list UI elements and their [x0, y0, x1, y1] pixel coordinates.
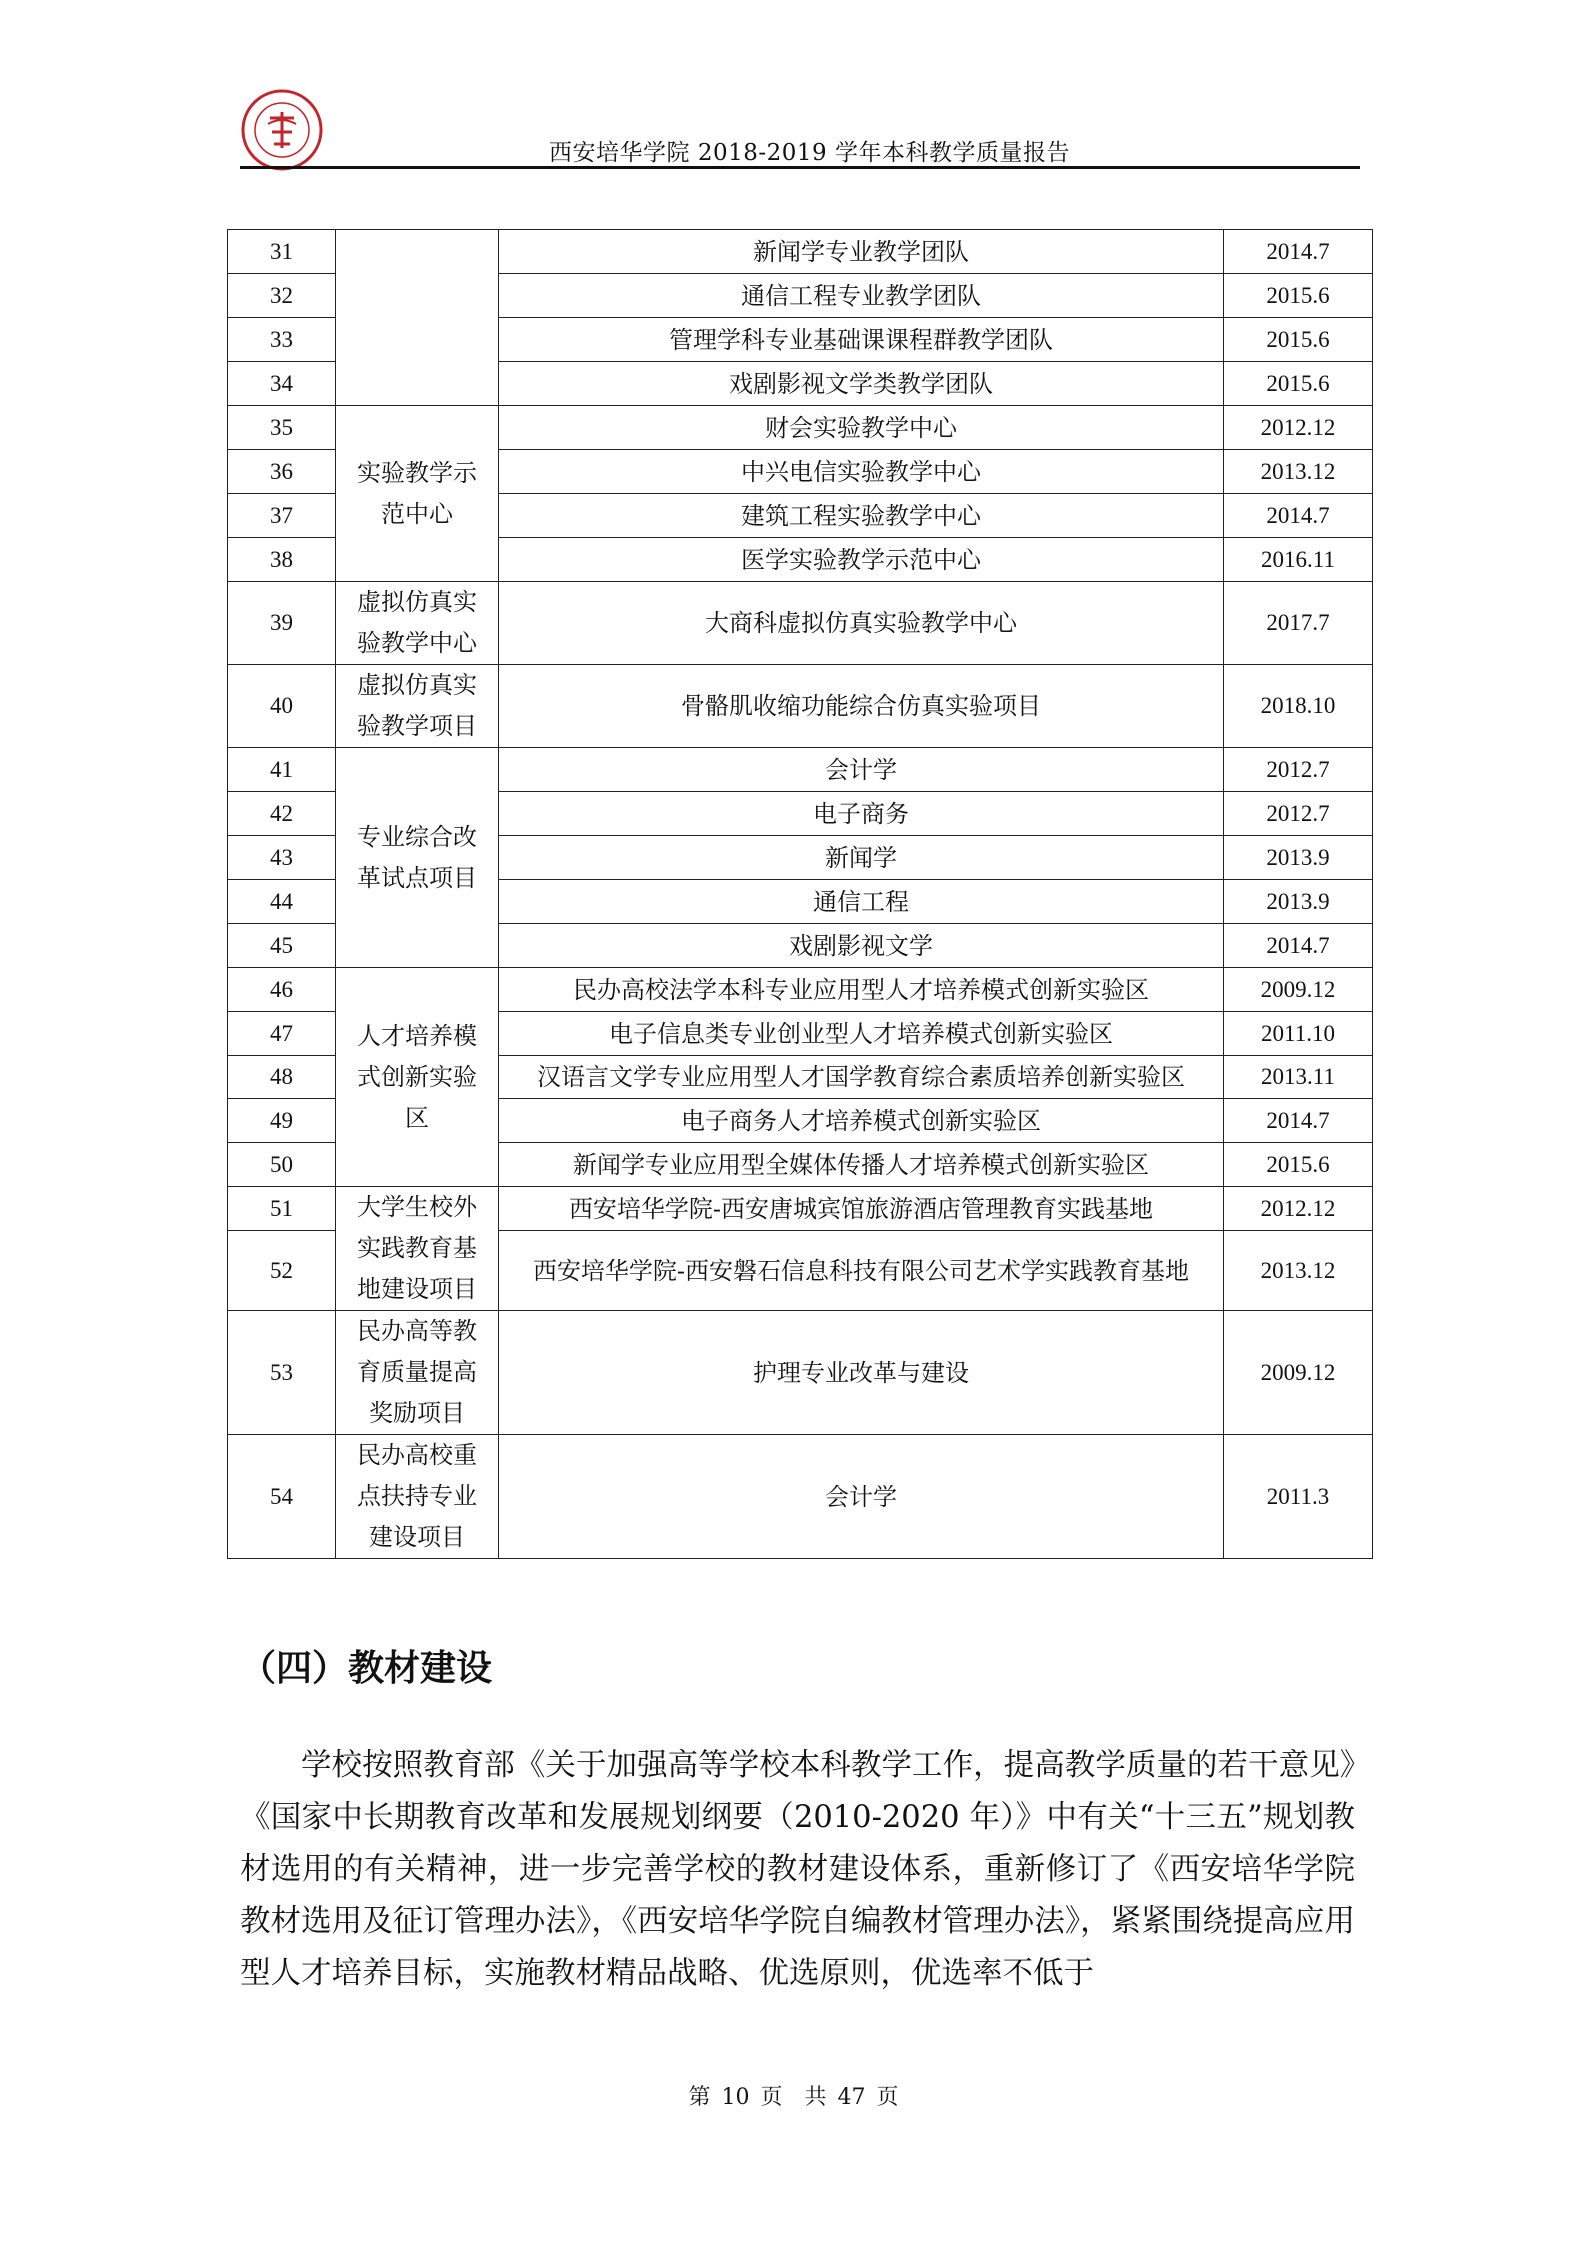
project-date: 2009.12 [1224, 1311, 1373, 1435]
page-header [240, 84, 1360, 168]
table-row [228, 665, 1373, 748]
row-number: 52 [228, 1231, 336, 1311]
project-date: 2012.12 [1224, 406, 1373, 450]
project-date: 2013.9 [1224, 880, 1373, 924]
project-name: 管理学科专业基础课课程群教学团队 [499, 318, 1224, 362]
row-number: 39 [228, 582, 336, 665]
project-date: 2014.7 [1224, 494, 1373, 538]
project-name: 电子商务 [499, 792, 1224, 836]
row-number: 35 [228, 406, 336, 450]
project-name: 戏剧影视文学类教学团队 [499, 362, 1224, 406]
project-name: 医学实验教学示范中心 [499, 538, 1224, 582]
project-name: 会计学 [499, 1435, 1224, 1559]
project-date: 2011.10 [1224, 1012, 1373, 1056]
category-cell: 虚拟仿真实验教学项目 [336, 665, 499, 748]
university-logo-icon [240, 88, 324, 172]
project-date: 2016.11 [1224, 538, 1373, 582]
category-cell: 人才培养模式创新实验区 [336, 968, 499, 1187]
category-cell: 虚拟仿真实验教学中心 [336, 582, 499, 665]
table-row [228, 1435, 1373, 1559]
row-number: 38 [228, 538, 336, 582]
row-number: 36 [228, 450, 336, 494]
project-date: 2015.6 [1224, 318, 1373, 362]
project-table-container [227, 229, 1372, 1559]
project-date: 2012.12 [1224, 1187, 1373, 1231]
header-title: 西安培华学院 2018-2019 学年本科教学质量报告 [549, 140, 1070, 166]
category-cell: 专业综合改革试点项目 [336, 748, 499, 968]
project-name: 民办高校法学本科专业应用型人才培养模式创新实验区 [499, 968, 1224, 1012]
project-name: 汉语言文学专业应用型人才国学教育综合素质培养创新实验区 [499, 1056, 1224, 1099]
project-date: 2013.12 [1224, 1231, 1373, 1311]
project-name: 通信工程 [499, 880, 1224, 924]
project-name: 通信工程专业教学团队 [499, 274, 1224, 318]
row-number: 41 [228, 748, 336, 792]
header-divider [240, 166, 1360, 169]
row-number: 40 [228, 665, 336, 748]
row-number: 47 [228, 1012, 336, 1056]
row-number: 31 [228, 230, 336, 274]
body-paragraph: 学校按照教育部《关于加强高等学校本科教学工作，提高教学质量的若干意见》《国家中长期教育改革和发展规划纲要（2010-2020 年）》中有关“十三五”规划教材选用的有关精神，进一步完善学校的教材建设体系，重新修订了《西安培华学院教材选用及征订管理办法》，《西安培华学院自编教材管理办法》，紧紧围绕提高应用型人才培养目标，实施教材精品战略、优选原则，优选率不低于 [240, 1748, 1355, 1991]
row-number: 46 [228, 968, 336, 1012]
project-date: 2013.9 [1224, 836, 1373, 880]
category-cell: 实验教学示范中心 [336, 406, 499, 582]
table-row [228, 230, 1373, 274]
project-table [227, 229, 1373, 1559]
table-row [228, 582, 1373, 665]
project-name: 骨骼肌收缩功能综合仿真实验项目 [499, 665, 1224, 748]
project-name: 财会实验教学中心 [499, 406, 1224, 450]
table-row [228, 748, 1373, 792]
row-number: 50 [228, 1143, 336, 1187]
category-cell: 民办高等教育质量提高奖励项目 [336, 1311, 499, 1435]
project-date: 2012.7 [1224, 748, 1373, 792]
row-number: 45 [228, 924, 336, 968]
project-name: 西安培华学院-西安唐城宾馆旅游酒店管理教育实践基地 [499, 1187, 1224, 1231]
project-name: 大商科虚拟仿真实验教学中心 [499, 582, 1224, 665]
project-date: 2017.7 [1224, 582, 1373, 665]
project-name: 新闻学 [499, 836, 1224, 880]
project-date: 2015.6 [1224, 1143, 1373, 1187]
project-name: 戏剧影视文学 [499, 924, 1224, 968]
project-name: 新闻学专业应用型全媒体传播人才培养模式创新实验区 [499, 1143, 1224, 1187]
project-date: 2015.6 [1224, 362, 1373, 406]
row-number: 54 [228, 1435, 336, 1559]
row-number: 42 [228, 792, 336, 836]
page-footer: 第 10 页 共 47 页 [688, 2085, 899, 2110]
row-number: 49 [228, 1099, 336, 1143]
project-date: 2014.7 [1224, 1099, 1373, 1143]
project-name: 电子商务人才培养模式创新实验区 [499, 1099, 1224, 1143]
project-date: 2012.7 [1224, 792, 1373, 836]
table-row [228, 1187, 1373, 1231]
project-date: 2018.10 [1224, 665, 1373, 748]
section-heading: （四）教材建设 [240, 1647, 493, 1689]
table-row [228, 406, 1373, 450]
project-date: 2014.7 [1224, 230, 1373, 274]
project-name: 会计学 [499, 748, 1224, 792]
row-number: 44 [228, 880, 336, 924]
category-cell [336, 230, 499, 406]
row-number: 51 [228, 1187, 336, 1231]
project-date: 2013.11 [1224, 1056, 1373, 1099]
project-date: 2015.6 [1224, 274, 1373, 318]
project-date: 2011.3 [1224, 1435, 1373, 1559]
row-number: 34 [228, 362, 336, 406]
project-name: 电子信息类专业创业型人才培养模式创新实验区 [499, 1012, 1224, 1056]
project-date: 2014.7 [1224, 924, 1373, 968]
table-row [228, 968, 1373, 1012]
table-row [228, 1311, 1373, 1435]
project-date: 2013.12 [1224, 450, 1373, 494]
category-cell: 大学生校外实践教育基地建设项目 [336, 1187, 499, 1311]
project-date: 2009.12 [1224, 968, 1373, 1012]
row-number: 33 [228, 318, 336, 362]
row-number: 53 [228, 1311, 336, 1435]
row-number: 43 [228, 836, 336, 880]
project-name: 西安培华学院-西安磐石信息科技有限公司艺术学实践教育基地 [499, 1231, 1224, 1311]
row-number: 37 [228, 494, 336, 538]
project-name: 建筑工程实验教学中心 [499, 494, 1224, 538]
row-number: 48 [228, 1056, 336, 1099]
project-name: 中兴电信实验教学中心 [499, 450, 1224, 494]
category-cell: 民办高校重点扶持专业建设项目 [336, 1435, 499, 1559]
project-name: 新闻学专业教学团队 [499, 230, 1224, 274]
project-name: 护理专业改革与建设 [499, 1311, 1224, 1435]
row-number: 32 [228, 274, 336, 318]
